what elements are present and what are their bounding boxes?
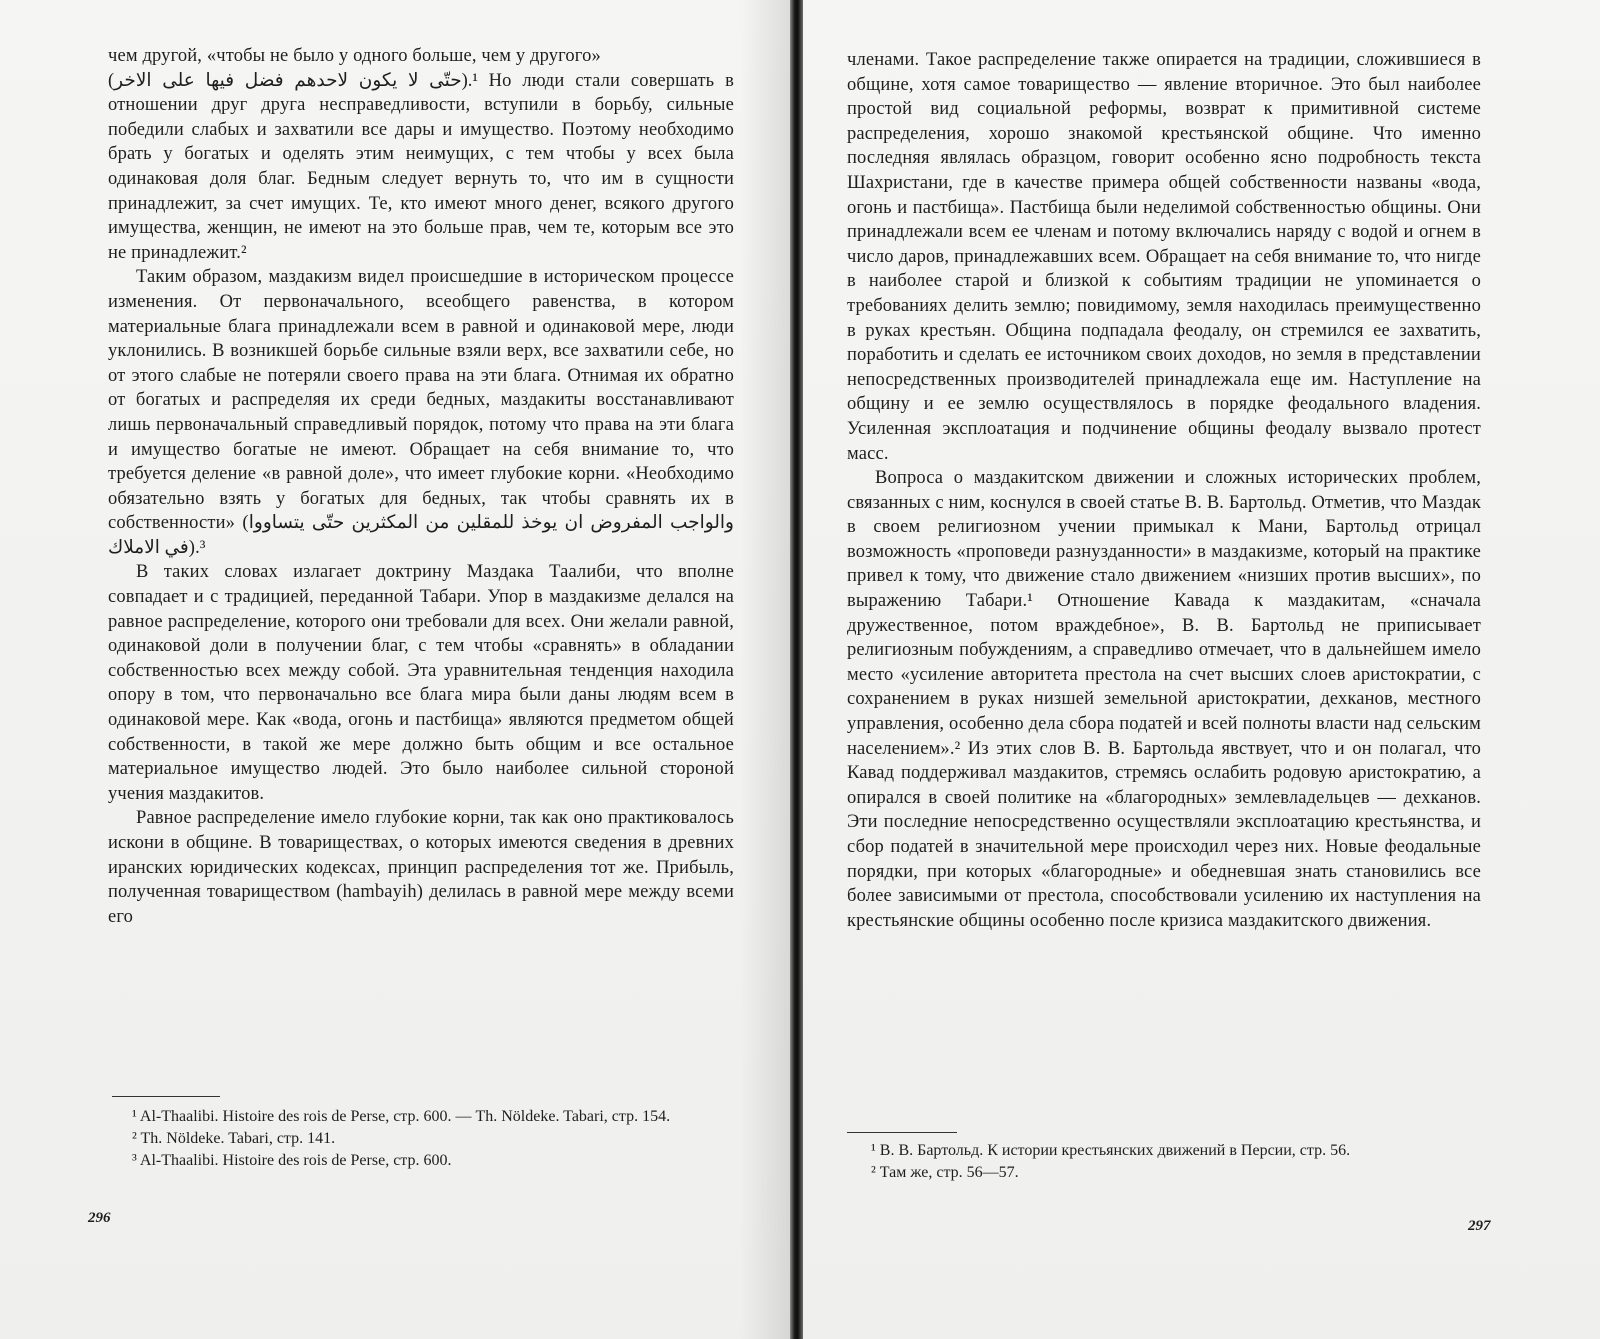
footnote: ¹ Al-Thaalibi. Histoire des rois de Perse, стр. 600. — Th. Nöldeke. Tabari, стр. 154. [132, 1108, 671, 1125]
page-number: 297 [1468, 1218, 1491, 1234]
left-page [0, 0, 790, 1339]
footnote: ¹ В. В. Бартольд. К истории крестьянских движений в Персии, стр. 56. [871, 1142, 1351, 1159]
paragraph: Равное распределение имело глубокие корни, так как оно практиковалось искони в общине. В товариществах, о которых имеются сведения в древних иранских юридических кодексах, принцип распределения тот же. Прибыль, полученная товариществом (hambayih) делилась в равной мере между всеми его [108, 808, 734, 927]
footnote: ³ Al-Thaalibi. Histoire des rois de Perse, стр. 600. [132, 1152, 452, 1169]
footnote: ² Там же, стр. 56—57. [871, 1164, 1019, 1181]
paragraph: чем другой, «чтобы не было у одного больше, чем у другого» [108, 46, 601, 66]
left-footnotes [108, 1106, 734, 1172]
paragraph: членами. Такое распределение также опирается на традиции, сложившиеся в общине, хотя самое товарищество — явление вторичное. Это был наиболее простой вид социальной реформы, возврат к примитивной системе распределения, хорошо знакомой крестьянской общине. Что именно последняя являлась образцом, говорит особенно ясно подробность текста Шахристани, где в качестве примера общей собственности названы «вода, огонь и пастбища». Пастбища были неделимой собственностью общины. Они принадлежали всем ее членам и потому включались наряду с водой и огнем в число даров, принадлежавших всем. Обращает на себя внимание то, что нигде в наиболее старой и близкой к событиям традиции не упоминается о требованиях делить землю; повидимому, земля находилась преимущественно в руках крестьян. Община подпадала феодалу, он стремился ее захватить, поработить и сделать ее источником своих доходов, но земля в представлении непосредственных производителей принадлежала еще им. Наступление на общину и ее землю осуществлялось в порядке феодального владения. Усиленная эксплоатация и подчинение общины феодалу вызвало протест масс. [847, 50, 1481, 464]
paragraph: Таким образом, маздакизм видел происшедшие в историческом процессе изменения. От первоначального, всеобщего равенства, в котором материальные блага принадлежали всем в равной и одинаковой мере, люди уклонились. В возникшей борьбе сильные взяли верх, все захватили себе, но от этого слабые не потеряли своего права на эти блага. Отнимая их обратно от богатых и распределяя их среди бедных, маздакиты восстанавливают лишь первоначальный справедливый порядок, потому что права на эти блага и имущество богатые не имеют. Обращает на себя внимание то, что требуется деление «в равной доле», что имеет глубокие корни. «Необходимо обязательно взять у богатых для бедных, так чтобы сравнять их в собственности» (والواجب المفروض ان يوخذ للمقلين من المكثرين حتّى يتساووا في الاملاك).³ [108, 267, 734, 558]
book-gutter [790, 0, 803, 1339]
right-footnotes [847, 1140, 1481, 1184]
footnote: ² Th. Nöldeke. Tabari, стр. 141. [132, 1130, 336, 1147]
footnote-divider [847, 1132, 957, 1133]
footnote-divider [112, 1096, 220, 1097]
paragraph: (حتّى لا يكون لاحدهم فضل فيها على الاخر).¹ Но люди стали совершать в отношении друг друга несправедливости, вступили в борьбу, сильные победили слабых и захватили все дары и имущество. Поэтому необходимо брать у богатых и оделять этим неимущих, с тем чтобы у всех была одинаковая доля благ. Бедным следует вернуть то, что им в сущности принадлежит, за счет имущих. Те, кто имеют много денег, всякого другого имущества, женщин, не имеют на это больше прав, чем те, которым все это не принадлежит.² [108, 70, 734, 263]
page-curl-shadow [740, 0, 790, 1339]
paragraph: Вопроса о маздакитском движении и сложных исторических проблем, связанных с ним, коснулся в своей статье В. В. Бартольд. Отметив, что Маздак в своем религиозном учении примыкал к Мани, Бартольд отрицал возможность «проповеди разнузданности» в маздакизме, который на практике привел к тому, что движение стало движением «низших против высших», по выражению Табари.¹ Отношение Кавада к маздакитам, «сначала дружественное, потом враждебное», В. В. Бартольд не приписывает религиозным побуждениям, а справедливо отмечает, что в дальнейшем имело место «усиление авторитета престола на счет высших слоев аристократии, с сохранением в руках низшей земельной аристократии, дехканов, местного управления, особенно дела сбора податей и всей полноты власти над сельским населением».² Из этих слов В. В. Бартольда явствует, что и он полагал, что Кавад поддерживал маздакитов, стремясь ослабить родовую аристократию, а опирался в своей политике на «благородных» землевладельцев — дехканов. Эти последние непосредственно осуществляли эксплоатацию крестьянства, и сбор податей в значительной мере происходил через них. Новые феодальные порядки, при которых «благородные» и обедневшая знать становились все более зависимыми от престола, способствовали усилению их наступления на крестьянские общины особенно после кризиса маздакитского движения. [847, 468, 1481, 931]
right-page [803, 0, 1600, 1339]
page-number: 296 [88, 1210, 111, 1226]
right-body-text [847, 48, 1481, 933]
left-body-text [108, 44, 734, 929]
paragraph: В таких словах излагает доктрину Маздака Таалиби, что вполне совпадает и с традицией, переданной Табари. Упор в маздакизме делался на равное распределение, которого они требовали для всех. Они желали равной, одинаковой доли в получении благ, с тем чтобы «сравнять» в обладании собственностью всех между собой. Эта уравнительная тенденция находила опору в том, что первоначально все блага мира были даны людям всем в одинаковой мере. Как «вода, огонь и пастбища» являются предметом общей собственности, в такой же мере должно быть общим и все остальное материальное имущество людей. Это было наиболее сильной стороной учения маздакитов. [108, 562, 734, 804]
